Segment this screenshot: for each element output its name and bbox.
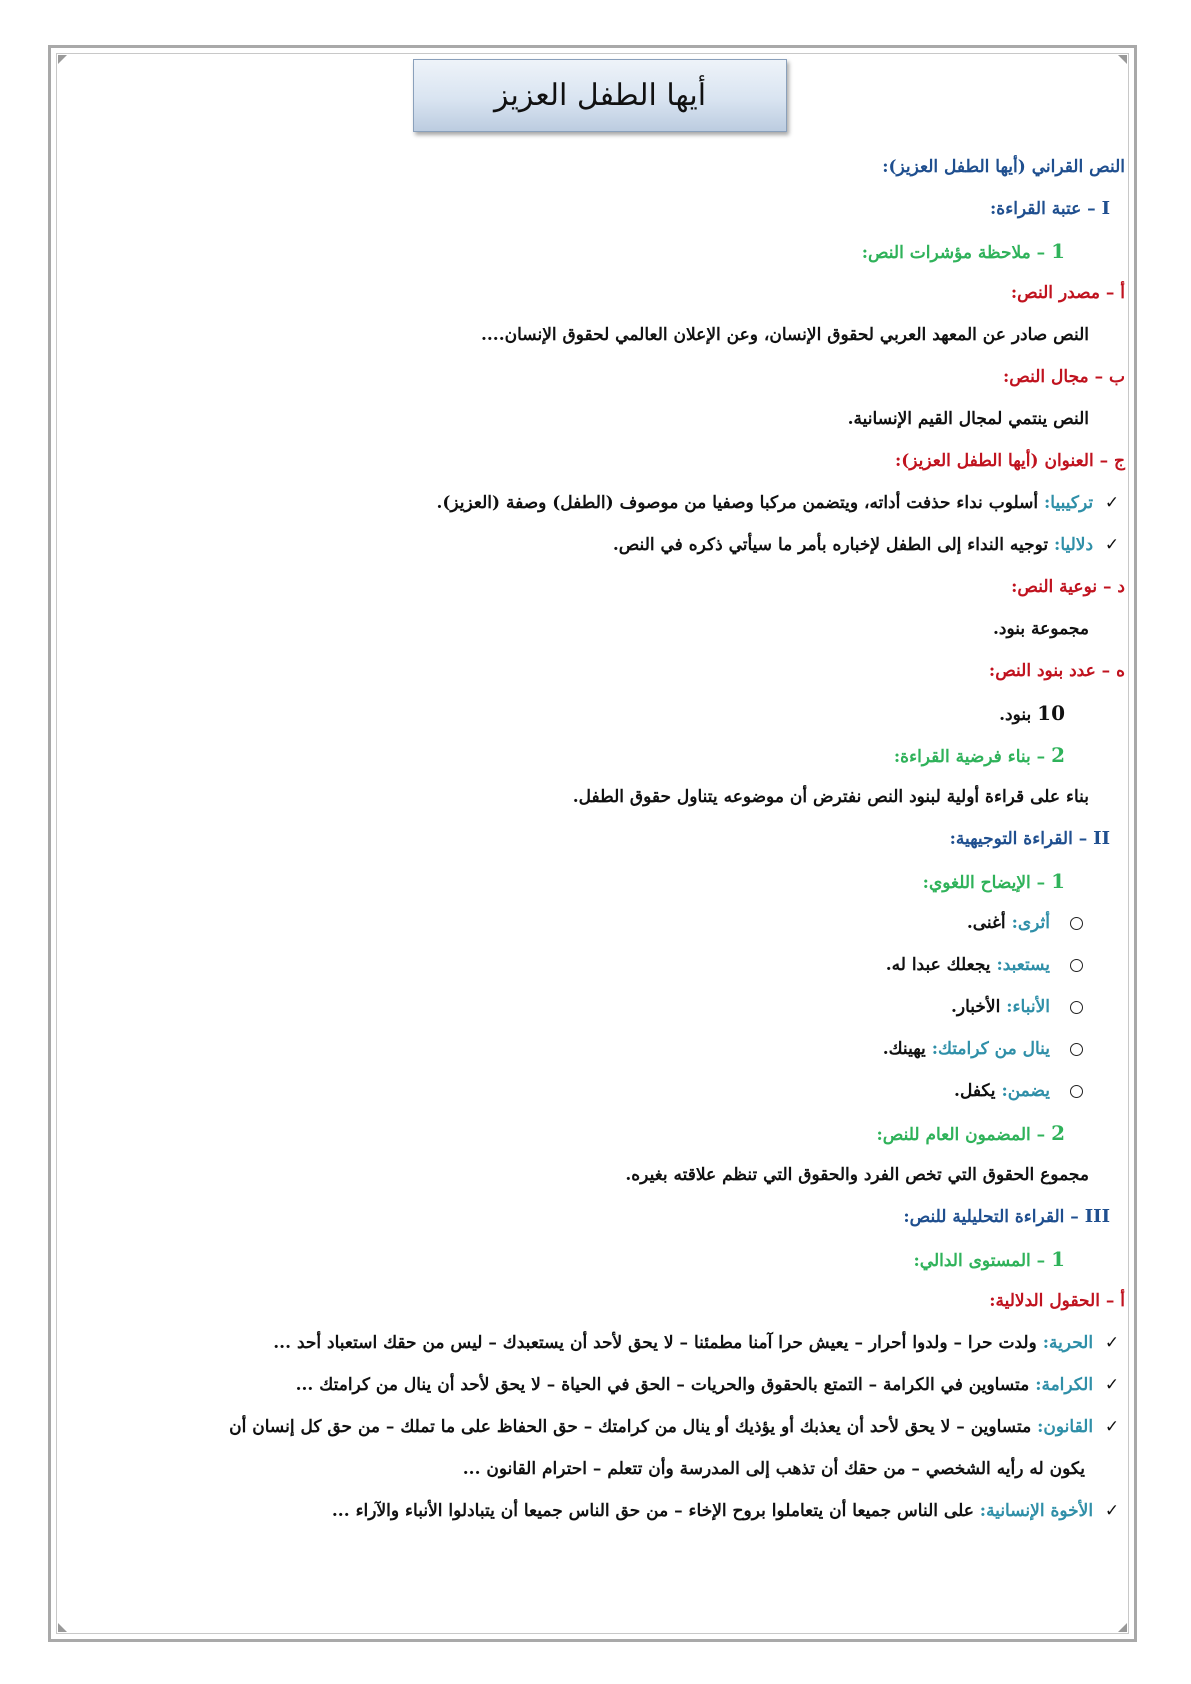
corner-ornament-icon: [1118, 1623, 1127, 1632]
item-heading: أ – الحقول الدلالية:: [989, 1291, 1125, 1311]
subsection-heading: [80, 230, 1125, 272]
checkmark-icon: ✓: [1104, 535, 1120, 555]
vocab-meaning: الأخبار.: [950, 997, 1007, 1017]
vocab-word: يضمن:: [1001, 1081, 1050, 1101]
subsection-number: 1: [1051, 869, 1065, 893]
bullet-circle-icon: [1070, 959, 1083, 972]
subsection-label: – ملاحظة مؤشرات النص:: [861, 243, 1046, 263]
subsection-heading: [80, 1112, 1125, 1154]
bullet-circle-icon: [1070, 1001, 1083, 1014]
subsection-heading: [80, 1238, 1125, 1280]
subsection-label: – بناء فرضية القراءة:: [893, 747, 1046, 767]
paragraph: [80, 692, 1125, 734]
section-label: – عتبة القراءة:: [990, 199, 1096, 219]
vocab-item: [80, 944, 1125, 986]
check-item-key: الأخوة الإنسانية:: [979, 1501, 1094, 1521]
checkmark-icon: ✓: [1104, 1333, 1120, 1353]
count-text: بنود.: [999, 705, 1038, 725]
checkmark-icon: ✓: [1104, 1417, 1120, 1437]
document-body: [80, 146, 1125, 1532]
subsection-heading: [80, 734, 1125, 776]
vocab-word: أثرى:: [1011, 913, 1050, 933]
section-label: – القراءة التحليلية للنص:: [903, 1207, 1079, 1227]
vocab-meaning: يكفل.: [954, 1081, 1002, 1101]
subsection-label: – المستوى الدالي:: [913, 1251, 1046, 1271]
checkmark-icon: ✓: [1104, 493, 1120, 513]
check-item-text: ولدت حرا – ولدوا أحرار – يعيش حرا آمنا مطمئنا – لا يحق لأحد أن يستعبدك – ليس من حقك استعباد أحد ...: [273, 1333, 1043, 1353]
check-item: [80, 1322, 1125, 1364]
check-item-text: متساوين – لا يحق لأحد أن يعذبك أو يؤذيك أو ينال من كرامتك – حق الحفاظ على ما تملك – من حق كل إنسان أن: [229, 1417, 1038, 1437]
check-item-key: تركيبيا:: [1044, 493, 1094, 513]
bullet-circle-icon: [1070, 917, 1083, 930]
vocab-item: [80, 1028, 1125, 1070]
vocab-item: [80, 902, 1125, 944]
vocab-word: ينال من كرامتك:: [931, 1039, 1050, 1059]
check-item: [80, 1364, 1125, 1406]
check-item-key: الكرامة:: [1035, 1375, 1094, 1395]
vocab-item: [80, 1070, 1125, 1112]
vocab-meaning: يجعلك عبدا له.: [885, 955, 997, 975]
corner-ornament-icon: [58, 1623, 67, 1632]
corner-ornament-icon: [1118, 55, 1127, 64]
item-heading: ج – العنوان (أيها الطفل العزيز):: [894, 451, 1125, 471]
checkmark-icon: ✓: [1104, 1501, 1120, 1521]
main-heading: النص القراني (أيها الطفل العزيز):: [882, 157, 1125, 177]
check-item-key: الحرية:: [1042, 1333, 1094, 1353]
subsection-number: 1: [1051, 1247, 1065, 1271]
section-label: – القراءة التوجيهية:: [949, 829, 1088, 849]
check-item: [80, 482, 1125, 524]
check-item-text: توجيه النداء إلى الطفل لإخباره بأمر ما سيأتي ذكره في النص.: [612, 535, 1055, 555]
item-heading: ه – عدد بنود النص:: [988, 661, 1125, 681]
check-item-key: القانون:: [1037, 1417, 1094, 1437]
vocab-meaning: يهينك.: [882, 1039, 932, 1059]
check-item-continuation: يكون له رأيه الشخصي – من حقك أن تذهب إلى المدرسة وأن تتعلم – احترام القانون ...: [462, 1459, 1085, 1479]
check-item-text: أسلوب نداء حذفت أداته، ويتضمن مركبا وصفيا من موصوف (الطفل) وصفة (العزيز).: [436, 493, 1045, 513]
checkmark-icon: ✓: [1104, 1375, 1120, 1395]
subsection-heading: [80, 860, 1125, 902]
paragraph: النص ينتمي لمجال القيم الإنسانية.: [847, 409, 1089, 429]
vocab-word: الأنباء:: [1006, 997, 1050, 1017]
subsection-label: – المضمون العام للنص:: [876, 1125, 1046, 1145]
corner-ornament-icon: [58, 55, 67, 64]
section-heading: [80, 818, 1125, 860]
count-number: 10: [1037, 701, 1065, 725]
paragraph: مجموعة بنود.: [993, 619, 1089, 639]
item-heading: ب – مجال النص:: [1002, 367, 1125, 387]
subsection-number: 2: [1051, 1121, 1065, 1145]
check-item: [80, 1406, 1125, 1448]
check-item: [80, 524, 1125, 566]
check-item-text: متساوين في الكرامة – التمتع بالحقوق والحريات – الحق في الحياة – لا يحق لأحد أن ينال من كرامتك ...: [295, 1375, 1036, 1395]
section-number: I: [1101, 198, 1110, 219]
item-heading: د – نوعية النص:: [1011, 577, 1125, 597]
subsection-number: 1: [1051, 239, 1065, 263]
bullet-circle-icon: [1070, 1043, 1083, 1056]
paragraph: بناء على قراءة أولية لبنود النص نفترض أن موضوعه يتناول حقوق الطفل.: [572, 787, 1089, 807]
page-title: أيها الطفل العزيز: [413, 59, 787, 132]
vocab-item: [80, 986, 1125, 1028]
section-number: II: [1093, 828, 1110, 849]
paragraph: النص صادر عن المعهد العربي لحقوق الإنسان، وعن الإعلان العالمي لحقوق الإنسان....: [480, 325, 1089, 345]
check-item-key: دلاليا:: [1054, 535, 1094, 555]
bullet-circle-icon: [1070, 1085, 1083, 1098]
item-heading: أ – مصدر النص:: [1010, 283, 1125, 303]
paragraph: مجموع الحقوق التي تخص الفرد والحقوق التي تنظم علاقته بغيره.: [625, 1165, 1089, 1185]
section-number: III: [1084, 1206, 1110, 1227]
vocab-meaning: أغنى.: [966, 913, 1012, 933]
subsection-number: 2: [1051, 743, 1065, 767]
vocab-word: يستعبد:: [996, 955, 1050, 975]
subsection-label: – الإيضاح اللغوي:: [922, 873, 1046, 893]
section-heading: [80, 188, 1125, 230]
check-item: [80, 1490, 1125, 1532]
section-heading: [80, 1196, 1125, 1238]
check-item-text: على الناس جميعا أن يتعاملوا بروح الإخاء – من حق الناس جميعا أن يتبادلوا الأنباء والآراء ...: [331, 1501, 980, 1521]
